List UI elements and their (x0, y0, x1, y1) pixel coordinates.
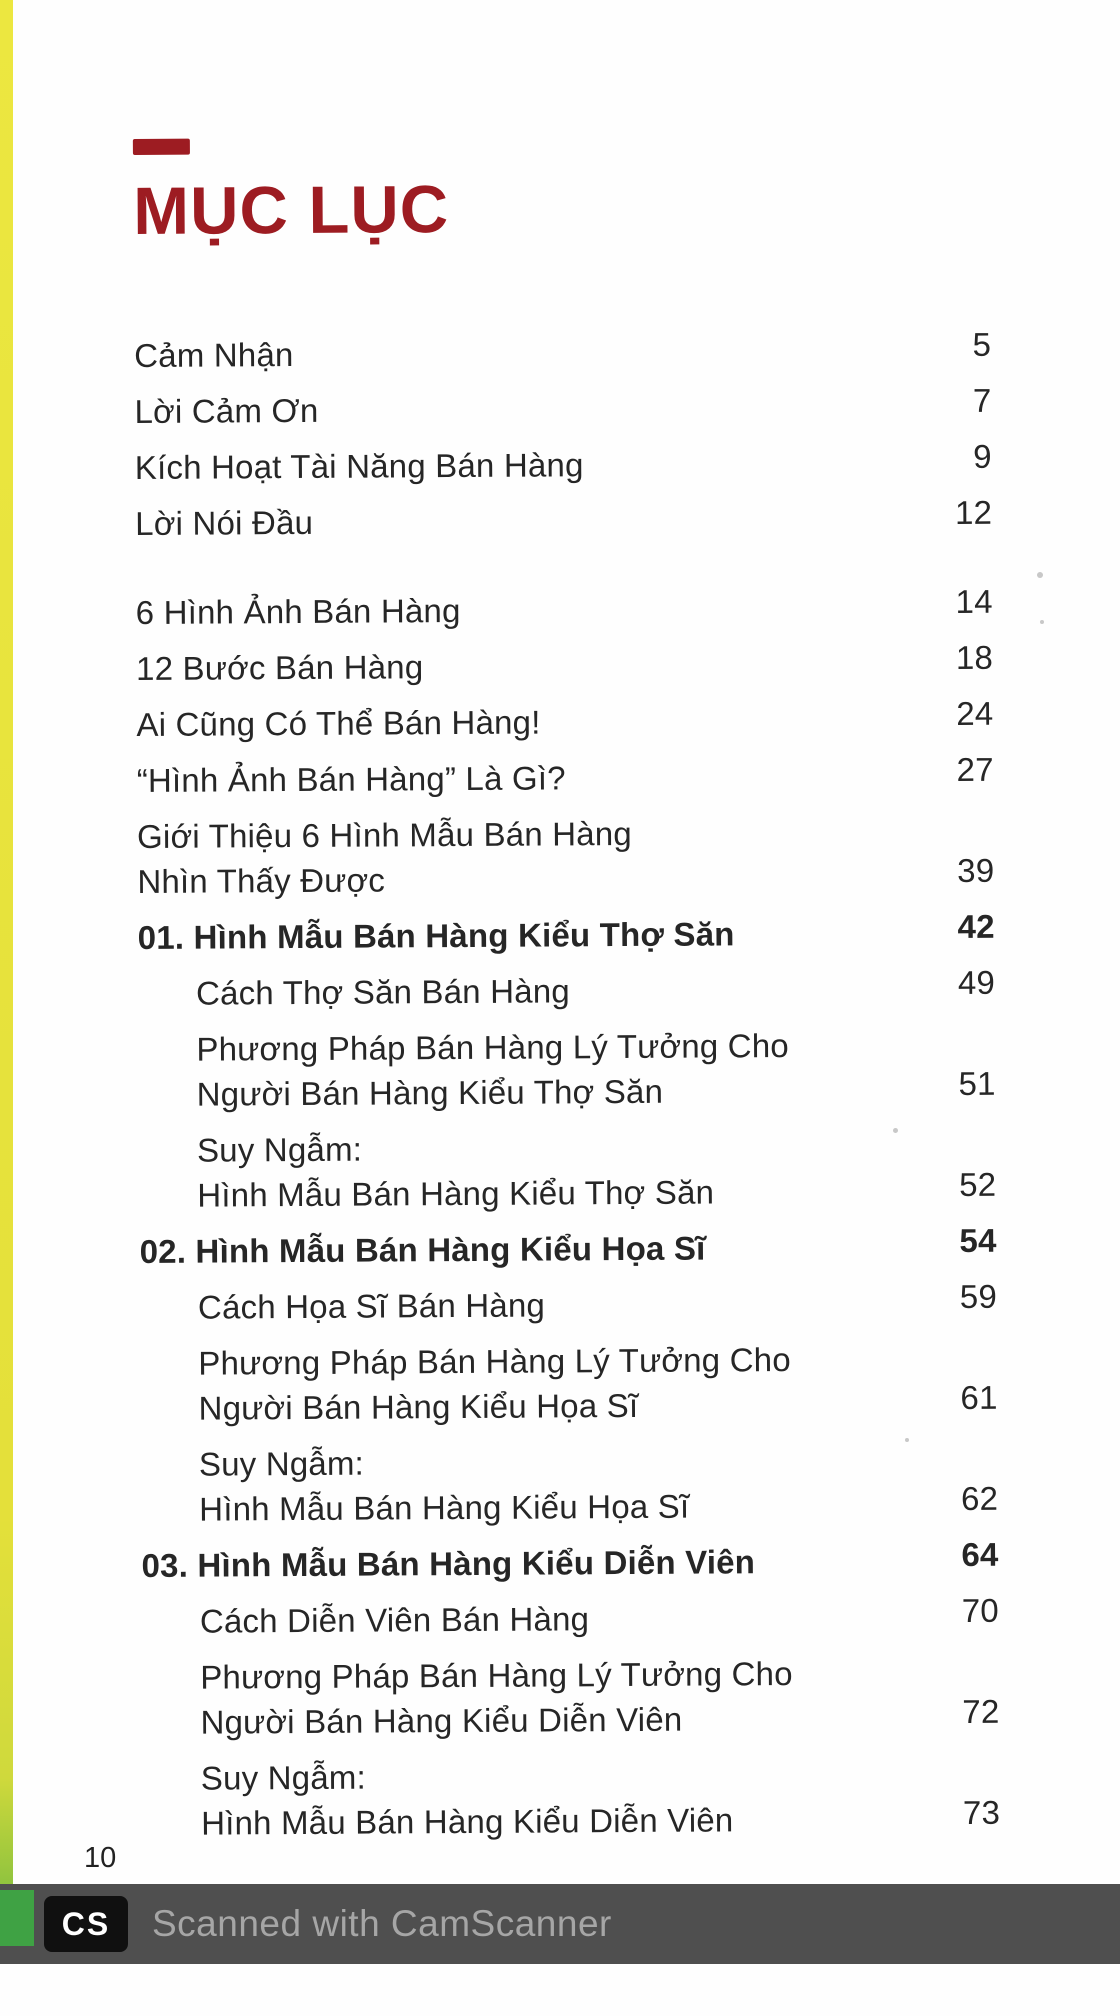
toc-entry-page-number: 59 (959, 1278, 998, 1316)
title-accent-dash (133, 139, 190, 155)
toc-line (134, 384, 991, 434)
toc-line (198, 1280, 997, 1330)
toc-entry-title: Giới Thiệu 6 Hình Mẫu Bán Hàng (136, 815, 633, 856)
scan-speck (1037, 572, 1043, 578)
toc-line (200, 1594, 999, 1644)
toc-entry-page-number: 64 (961, 1536, 999, 1574)
toc-list (134, 328, 1000, 1846)
scan-speck (905, 1438, 909, 1442)
scan-edge-strip (0, 0, 13, 1892)
toc-entry-title: Cách Họa Sĩ Bán Hàng (197, 1286, 546, 1326)
toc-entry-title: Lời Cảm Ơn (134, 392, 319, 431)
toc-entry-page-number: 9 (973, 438, 992, 476)
toc-entry (137, 753, 994, 803)
toc-content (132, 0, 1000, 1857)
toc-entry (134, 384, 991, 434)
scan-edge-green-corner (0, 1890, 34, 1946)
camscanner-logo-text: CS (61, 1905, 111, 1942)
toc-entry-page-number: 61 (960, 1379, 998, 1417)
camscanner-watermark-text: Scanned with CamScanner (152, 1903, 612, 1944)
toc-line (199, 1437, 998, 1487)
toc-entry (134, 328, 991, 378)
toc-line (136, 641, 993, 691)
toc-entry-page-number: 24 (956, 695, 994, 733)
toc-line (200, 1650, 999, 1700)
toc-line (201, 1796, 1000, 1846)
toc-line (136, 585, 993, 635)
toc-entry (135, 496, 992, 546)
toc-entry-title: 03. Hình Mẫu Bán Hàng Kiểu Diễn Viên (141, 1543, 756, 1585)
toc-entry-title: Cảm Nhận (134, 336, 294, 375)
toc-entry-title: Cách Diễn Viên Bán Hàng (199, 1600, 590, 1640)
toc-entry-page-number: 51 (958, 1065, 996, 1103)
toc-entry-title: Hình Mẫu Bán Hàng Kiểu Diễn Viên (201, 1801, 734, 1842)
toc-entry (142, 1650, 1000, 1745)
toc-line (141, 1538, 998, 1588)
toc-entry-title: 6 Hình Ảnh Bán Hàng (135, 592, 461, 632)
toc-line (197, 1168, 996, 1218)
toc-entry (142, 1594, 999, 1644)
toc-entry-page-number: 7 (972, 382, 992, 420)
toc-line (137, 809, 994, 859)
toc-line (137, 753, 994, 803)
toc-entry-page-number: 18 (955, 639, 994, 677)
toc-entry-title: “Hình Ảnh Bán Hàng” Là Gì? (136, 759, 566, 800)
toc-entry (140, 1280, 997, 1330)
toc-entry-title: Người Bán Hàng Kiểu Diễn Viên (200, 1701, 683, 1741)
toc-line (140, 1224, 997, 1274)
toc-entry (138, 1022, 996, 1117)
toc-group (136, 585, 1001, 1846)
toc-line (200, 1695, 999, 1745)
toc-line (201, 1751, 1000, 1801)
scan-speck (1040, 620, 1044, 624)
toc-entry-title: 01. Hình Mẫu Bán Hàng Kiểu Thợ Săn (137, 915, 735, 957)
toc-entry (135, 440, 992, 490)
camscanner-watermark-band (0, 1884, 1120, 1964)
toc-entry-title: 02. Hình Mẫu Bán Hàng Kiểu Họa Sĩ (139, 1229, 706, 1271)
toc-entry (137, 809, 995, 904)
toc-entry-page-number: 62 (960, 1480, 999, 1518)
toc-line (135, 496, 992, 546)
toc-line (198, 1336, 997, 1386)
toc-entry (138, 966, 995, 1016)
toc-entry-page-number: 52 (959, 1166, 997, 1204)
toc-entry-title: Suy Ngẫm: (200, 1758, 367, 1797)
toc-entry (141, 1437, 999, 1532)
toc-entry-page-number: 39 (957, 852, 995, 890)
toc-entry-title: Lời Nói Đầu (135, 504, 314, 543)
toc-entry (141, 1538, 998, 1588)
scan-speck (893, 1128, 898, 1133)
toc-entry-page-number: 42 (957, 908, 995, 946)
toc-entry-title: Cách Thợ Săn Bán Hàng (195, 972, 570, 1012)
toc-entry-page-number: 12 (954, 494, 993, 532)
toc-entry-page-number: 5 (972, 326, 992, 364)
toc-line (198, 1381, 997, 1431)
toc-entry-title: Nhìn Thấy Được (137, 861, 386, 901)
toc-entry-title: 12 Bước Bán Hàng (135, 648, 424, 688)
toc-line (197, 1067, 996, 1117)
toc-line (138, 910, 995, 960)
toc-entry-title: Phương Pháp Bán Hàng Lý Tưởng Cho (196, 1027, 789, 1068)
toc-entry-page-number: 70 (961, 1592, 999, 1630)
toc-line (136, 697, 993, 747)
toc-entry-title: Phương Pháp Bán Hàng Lý Tưởng Cho (200, 1655, 793, 1696)
toc-entry-page-number: 72 (962, 1693, 1000, 1731)
toc-entry (138, 910, 995, 960)
toc-line (137, 854, 994, 904)
toc-line (134, 328, 991, 378)
toc-entry-title: Ai Cũng Có Thể Bán Hàng! (136, 703, 541, 744)
toc-entry (143, 1751, 1001, 1846)
toc-entry (136, 585, 993, 635)
toc-entry-title: Người Bán Hàng Kiểu Thợ Săn (196, 1073, 664, 1113)
toc-entry-page-number: 49 (957, 964, 996, 1002)
toc-entry-title: Kích Hoạt Tài Năng Bán Hàng (134, 446, 584, 487)
toc-entry (136, 641, 993, 691)
toc-entry-page-number: 27 (956, 751, 994, 789)
toc-entry-title: Suy Ngẫm: (198, 1444, 365, 1483)
toc-entry-page-number: 73 (962, 1794, 1001, 1832)
toc-entry (140, 1336, 998, 1431)
toc-entry-title: Người Bán Hàng Kiểu Họa Sĩ (198, 1387, 639, 1427)
toc-entry-page-number: 54 (959, 1222, 997, 1260)
toc-title: MỤC LỤC (133, 172, 450, 249)
toc-entry-title: Phương Pháp Bán Hàng Lý Tưởng Cho (198, 1341, 791, 1382)
toc-entry-title: Suy Ngẫm: (196, 1130, 363, 1169)
toc-entry (139, 1123, 997, 1218)
page-number: 10 (84, 1842, 117, 1874)
toc-entry (136, 697, 993, 747)
toc-line (196, 1022, 995, 1072)
toc-line (199, 1482, 998, 1532)
toc-line (197, 1123, 996, 1173)
toc-entry-page-number: 14 (955, 583, 993, 621)
toc-group (134, 328, 992, 546)
toc-entry-title: Hình Mẫu Bán Hàng Kiểu Họa Sĩ (199, 1487, 690, 1528)
toc-entry-title: Hình Mẫu Bán Hàng Kiểu Thợ Săn (197, 1173, 715, 1214)
toc-line (135, 440, 992, 490)
toc-entry (140, 1224, 997, 1274)
toc-line (196, 966, 995, 1016)
camscanner-logo-icon (44, 1896, 128, 1952)
